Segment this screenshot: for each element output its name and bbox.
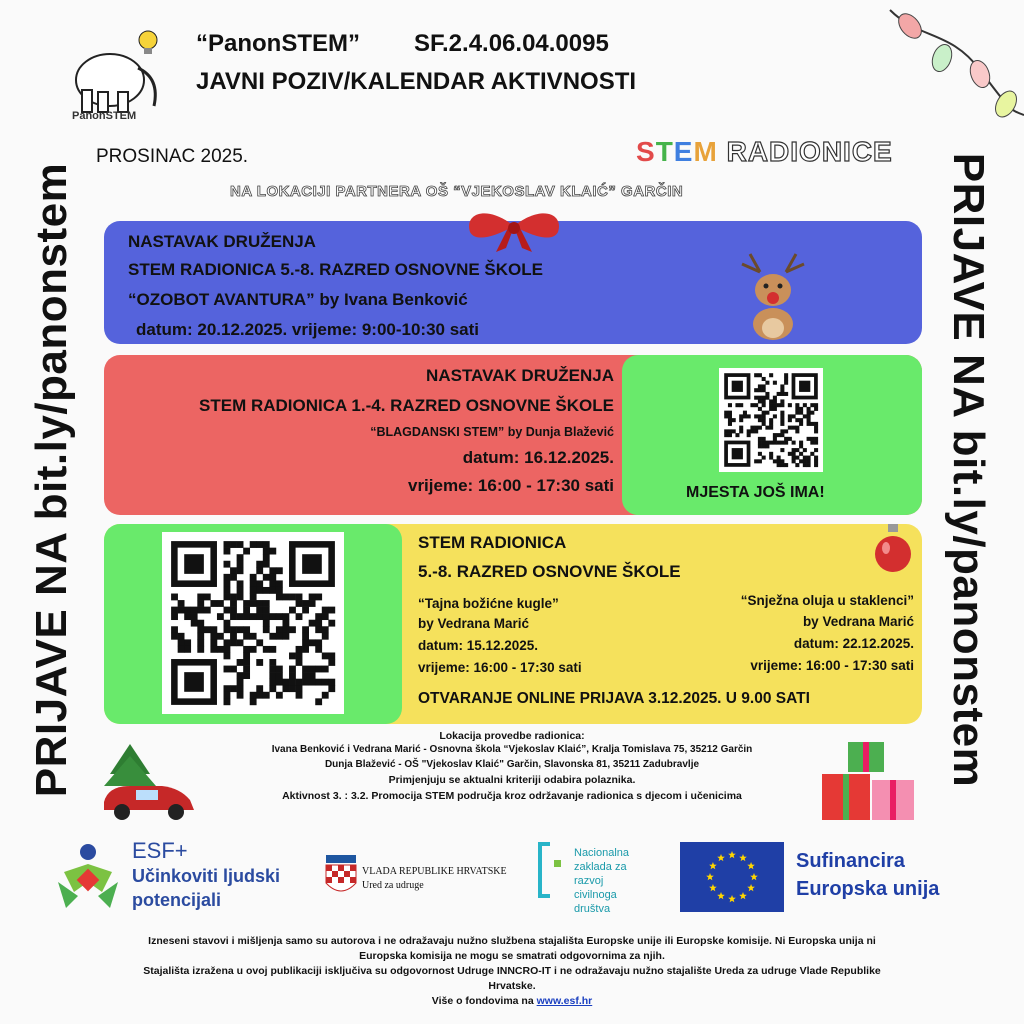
eu-flag-icon: [680, 842, 784, 912]
availability-label: MJESTA JOŠ IMA!: [686, 484, 825, 501]
yellow-right-by: by Vedrana Marić: [802, 614, 914, 629]
red-line-2: STEM RADIONICA 1.-4. RAZRED OSNOVNE ŠKOLE: [199, 396, 614, 415]
nz-line-5: društva: [574, 903, 611, 915]
christmas-lights-icon: [880, 0, 1024, 130]
blue-line-1: NASTAVAK DRUŽENJA: [128, 232, 316, 251]
location-line-4: Aktivnost 3. : 3.2. Promocija STEM područja kroz održavanje radionica s djecom i učenicima: [282, 790, 742, 802]
disclaimer-line-5: [40, 994, 984, 1008]
qr-code-yellow[interactable]: [162, 532, 344, 714]
blue-line-4: datum: 20.12.2025. vrijeme: 9:00-10:30 sati: [136, 320, 480, 339]
red-line-3: “BLAGDANSKI STEM” by Dunja Blažević: [370, 425, 614, 439]
yellow-line-2: 5.-8. RAZRED OSNOVNE ŠKOLE: [418, 562, 681, 581]
yellow-left-time: vrijeme: 16:00 - 17:30 sati: [418, 660, 582, 675]
project-code: SF.2.4.06.04.0095: [414, 30, 609, 57]
month-label: PROSINAC 2025.: [96, 146, 249, 167]
page-title: JAVNI POZIV/KALENDAR AKTIVNOSTI: [196, 68, 637, 95]
disclaimer-line-2: Europska komisija ne mogu se smatrati odgovornima za njih.: [359, 950, 665, 962]
stem-title-rest: RADIONICE: [717, 136, 893, 167]
nz-line-2: zaklada za: [574, 861, 627, 873]
location-line: NA LOKACIJI PARTNERA OŠ “VJEKOSLAV KLAIĆ” GARČIN: [230, 183, 684, 200]
nz-line-1: Nacionalna: [574, 847, 630, 859]
esf-link[interactable]: www.esf.hr: [536, 995, 593, 1007]
logo-text: PanonSTEM: [72, 110, 137, 122]
yellow-line-1: STEM RADIONICA: [418, 533, 567, 552]
eu-line-1: Sufinancira: [796, 850, 905, 872]
qr-code-red[interactable]: [719, 368, 823, 472]
red-line-5: vrijeme: 16:00 - 17:30 sati: [407, 476, 614, 495]
online-registration-line: OTVARANJE ONLINE PRIJAVA 3.12.2025. U 9.00 SATI: [418, 690, 810, 707]
yellow-right-date: datum: 22.12.2025.: [793, 636, 914, 651]
side-signup-text-right: PRIJAVE NA bit.ly/panonstem: [944, 152, 993, 788]
disclaimer-line-3: Stajališta izražena u ovoj publikaciji isključiva su odgovornost Udruge INNCRO-IT i ne odražavaju nužno stajalište Ureda za udruge Vlade Republike: [143, 965, 881, 977]
stem-letter-e: E: [673, 136, 694, 167]
croatia-coat-of-arms-icon: [324, 855, 358, 899]
eu-line-2: Europska unija: [796, 878, 940, 900]
location-heading: Lokacija provedbe radionica:: [439, 730, 585, 742]
yellow-right-title: “Snježna oluja u staklenci”: [740, 593, 914, 608]
location-line-2: Dunja Blažević - OŠ "Vjekoslav Klaić" Garčin, Slavonska 81, 35211 Zadubravlje: [324, 759, 700, 770]
blue-line-2: STEM RADIONICA 5.-8. RAZRED OSNOVNE ŠKOLE: [128, 260, 543, 279]
yellow-left-title: “Tajna božićne kugle”: [418, 596, 559, 611]
car-with-tree-icon: [100, 740, 200, 822]
stem-radionice-title: [636, 136, 893, 168]
nz-line-4: civilnoga: [574, 889, 617, 901]
location-line-1: Ivana Benković i Vedrana Marić - Osnovna škola “Vjekoslav Klaić”, Kralja Tomislava 75, 35212 Garčin: [271, 744, 753, 755]
project-name: “PanonSTEM”: [196, 30, 361, 57]
ribbon-bow-icon: [456, 204, 572, 252]
blue-line-3: “OZOBOT AVANTURA” by Ivana Benković: [128, 290, 468, 309]
stem-letter-s: S: [636, 136, 656, 167]
disclaimer-prefix: Više o fondovima na: [431, 995, 537, 1007]
yellow-right-time: vrijeme: 16:00 - 17:30 sati: [750, 658, 914, 673]
vlada-line-2: Ured za udruge: [362, 880, 424, 891]
location-line-3: Primjenjuju se aktualni kriteriji odabira polaznika.: [388, 774, 636, 786]
nacionalna-zaklada-logo-icon: [538, 842, 568, 898]
gift-boxes-icon: [820, 738, 920, 824]
nz-line-3: razvoj: [574, 875, 604, 887]
esf-title: ESF+: [132, 838, 188, 863]
stem-letter-m: M: [693, 136, 718, 167]
disclaimer-line-1: Izneseni stavovi i mišljenja samo su autorova i ne odražavaju nužno službena stajališta Europske unije ili Europske komisije. Ni Europska unija ni: [148, 935, 876, 947]
side-signup-text-left: PRIJAVE NA bit.ly/panonstem: [27, 162, 76, 798]
nacionalna-zaklada-text: [574, 846, 629, 916]
red-line-1: NASTAVAK DRUŽENJA: [426, 366, 614, 385]
red-line-4: datum: 16.12.2025.: [462, 448, 614, 467]
esf-line-3: potencijali: [132, 890, 222, 910]
yellow-left-by: by Vedrana Marić: [418, 616, 530, 631]
disclaimer-line-4: Hrvatske.: [488, 980, 536, 992]
christmas-ornament-icon: [872, 524, 916, 578]
esf-logo-icon: [52, 842, 122, 914]
reindeer-icon: [738, 252, 808, 344]
vlada-line-1: VLADA REPUBLIKE HRVATSKE: [362, 866, 507, 877]
yellow-left-date: datum: 15.12.2025.: [418, 638, 539, 653]
esf-line-2: Učinkoviti ljudski: [132, 866, 281, 886]
stem-letter-t: T: [655, 136, 674, 167]
